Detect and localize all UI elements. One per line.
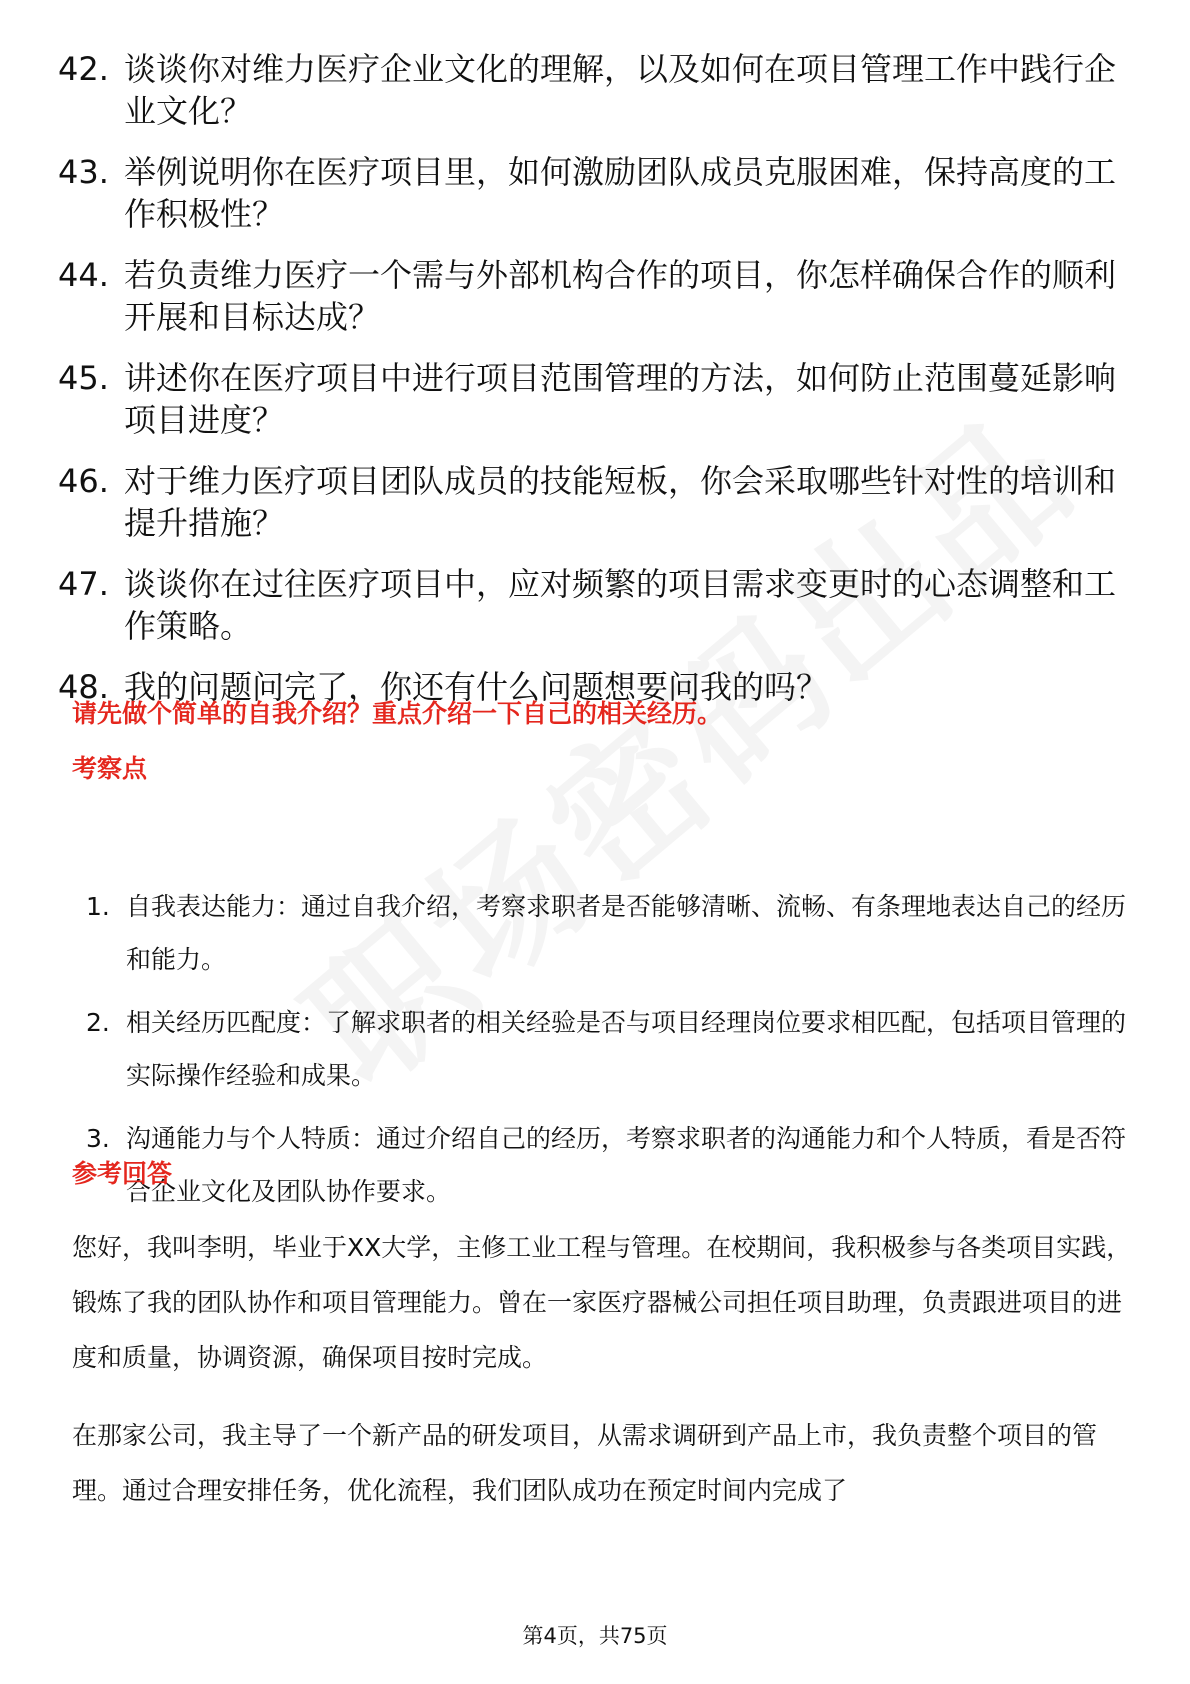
point-number: 2. (86, 1008, 110, 1037)
question-number: 47. (58, 565, 109, 603)
point-text: 相关经历匹配度：了解求职者的相关经验是否与项目经理岗位要求相匹配，包括项目管理的实际操作经验和成果。 (126, 1008, 1127, 1090)
question-number: 48. (58, 668, 109, 706)
question-number: 44. (58, 256, 109, 294)
point-item (86, 880, 1126, 986)
question-number: 43. (58, 153, 109, 191)
question-text: 对于维力医疗项目团队成员的技能短板，你会采取哪些针对性的培训和提升措施？ (124, 462, 1117, 542)
question-text: 讲述你在医疗项目中进行项目范围管理的方法，如何防止范围蔓延影响项目进度？ (124, 359, 1117, 439)
question-text: 若负责维力医疗一个需与外部机构合作的项目，你怎样确保合作的顺利开展和目标达成？ (124, 256, 1117, 336)
question-text: 谈谈你对维力医疗企业文化的理解，以及如何在项目管理工作中践行企业文化？ (124, 50, 1117, 130)
point-text: 沟通能力与个人特质：通过介绍自己的经历，考察求职者的沟通能力和个人特质，看是否符合企业文化及团队协作要求。 (126, 1124, 1127, 1206)
main-question-heading: 请先做个简单的自我介绍？重点介绍一下自己的相关经历。 (72, 699, 723, 728)
question-item (58, 563, 1118, 647)
question-item (58, 357, 1118, 441)
points-heading: 考察点 (72, 754, 148, 783)
answer-paragraph: 在那家公司，我主导了一个新产品的研发项目，从需求调研到产品上市，我负责整个项目的管理。通过合理安排任务，优化流程，我们团队成功在预定时间内完成了 (72, 1421, 1098, 1505)
point-number: 1. (86, 892, 110, 921)
question-text: 举例说明你在医疗项目里，如何激励团队成员克服困难，保持高度的工作积极性？ (124, 153, 1117, 233)
question-item (58, 48, 1118, 132)
point-text: 自我表达能力：通过自我介绍，考察求职者是否能够清晰、流畅、有条理地表达自己的经历和能力。 (126, 892, 1127, 974)
question-item (58, 151, 1118, 235)
point-item (86, 996, 1126, 1102)
question-text: 我的问题问完了，你还有什么问题想要问我的吗？ (124, 668, 829, 706)
question-list (58, 48, 1118, 727)
question-number: 46. (58, 462, 109, 500)
question-text: 谈谈你在过往医疗项目中，应对频繁的项目需求变更时的心态调整和工作策略。 (124, 565, 1117, 645)
answer-heading: 参考回答 (72, 1159, 173, 1188)
page-footer: 第4页，共75页 (522, 1624, 668, 1648)
question-number: 42. (58, 50, 109, 88)
question-item (58, 254, 1118, 338)
question-number: 45. (58, 359, 109, 397)
answer-paragraph: 您好，我叫李明，毕业于XX大学，主修工业工程与管理。在校期间，我积极参与各类项目实践，锻炼了我的团队协作和项目管理能力。曾在一家医疗器械公司担任项目助理，负责跟进项目的进度和质量，协调资源，确保项目按时完成。 (72, 1233, 1132, 1372)
point-number: 3. (86, 1124, 110, 1153)
question-item (58, 460, 1118, 544)
